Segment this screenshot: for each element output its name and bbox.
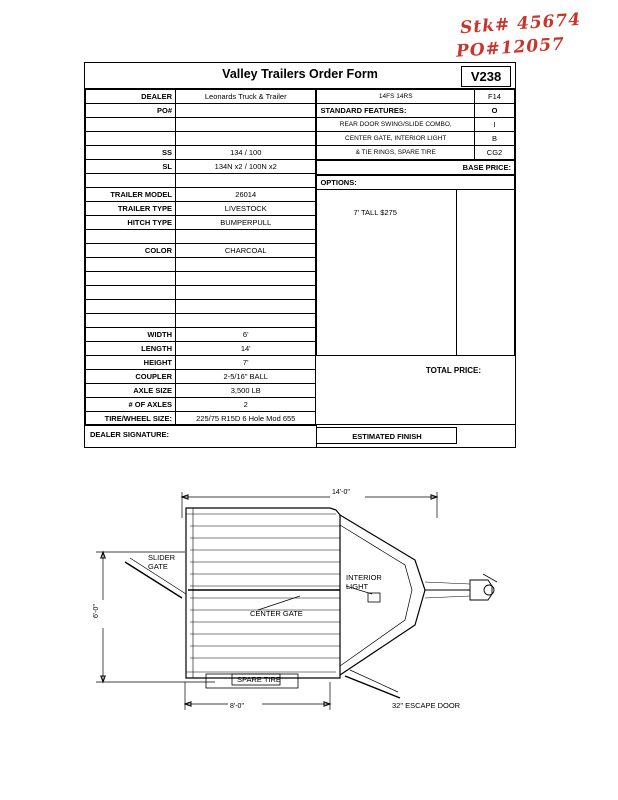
row-value[interactable]: LIVESTOCK <box>176 202 316 216</box>
top-code-left: 14FS 14RS <box>317 90 475 104</box>
table-row <box>86 188 316 202</box>
base-price-label: BASE PRICE: <box>317 161 515 175</box>
form-right-column <box>316 89 515 449</box>
table-row <box>317 104 515 118</box>
row-value[interactable] <box>176 104 316 118</box>
row-label: # OF AXLES <box>86 398 176 412</box>
options-price-column[interactable] <box>456 190 514 355</box>
total-price-label: TOTAL PRICE: <box>425 366 481 375</box>
row-value[interactable]: 3,500 LB <box>176 384 316 398</box>
row-label: TRAILER TYPE <box>86 202 176 216</box>
row-value[interactable]: BUMPERPULL <box>176 216 316 230</box>
table-row <box>86 314 316 328</box>
form-left-column <box>85 89 316 449</box>
row-label: COLOR <box>86 244 176 258</box>
row-label <box>86 118 176 132</box>
center-gate-callout <box>188 590 340 618</box>
spec-table <box>85 89 316 426</box>
dealer-signature-label: DEALER SIGNATURE: <box>90 430 170 439</box>
row-label <box>86 286 176 300</box>
row-value[interactable]: Leonards Truck & Trailer <box>176 90 316 104</box>
feature-code: B <box>475 132 515 146</box>
table-row <box>86 202 316 216</box>
options-entry: 7' TALL $275 <box>353 208 397 217</box>
row-value[interactable]: 134N x2 / 100N x2 <box>176 160 316 174</box>
trailer-drawing-svg <box>0 470 618 760</box>
row-value[interactable]: 26014 <box>176 188 316 202</box>
spare-tire-label: SPARE TIRE <box>237 675 281 684</box>
row-label: TRAILER MODEL <box>86 188 176 202</box>
feature-code: I <box>475 118 515 132</box>
table-row <box>317 132 515 146</box>
table-row <box>317 90 515 104</box>
row-label: HEIGHT <box>86 356 176 370</box>
options-header-table <box>316 175 515 190</box>
row-label <box>86 174 176 188</box>
table-row <box>86 370 316 384</box>
row-value[interactable] <box>176 132 316 146</box>
row-label: AXLE SIZE <box>86 384 176 398</box>
table-row <box>86 356 316 370</box>
table-row <box>86 328 316 342</box>
table-row <box>86 286 316 300</box>
feature-text: & TIE RINGS, SPARE TIRE <box>317 146 475 160</box>
width-dimension <box>185 682 330 710</box>
row-value[interactable] <box>176 258 316 272</box>
row-label: PO# <box>86 104 176 118</box>
row-value[interactable]: 2-5/16" BALL <box>176 370 316 384</box>
row-value[interactable] <box>176 300 316 314</box>
row-value[interactable] <box>176 118 316 132</box>
row-label <box>86 272 176 286</box>
table-row <box>86 146 316 160</box>
row-label: SS <box>86 146 176 160</box>
row-value[interactable] <box>176 174 316 188</box>
row-value[interactable]: 14' <box>176 342 316 356</box>
standard-features-table <box>316 89 515 160</box>
slider-gate-label-line1: SLIDER <box>148 553 176 562</box>
row-value[interactable]: 2 <box>176 398 316 412</box>
trailer-drawing <box>0 470 618 760</box>
table-row <box>86 258 316 272</box>
interior-light-callout <box>346 573 382 602</box>
table-row <box>317 146 515 160</box>
top-code-right: F14 <box>475 90 515 104</box>
model-badge: V238 <box>461 66 511 87</box>
length-dimension <box>182 489 437 518</box>
row-label <box>86 300 176 314</box>
table-row <box>86 160 316 174</box>
feature-code: CG2 <box>475 146 515 160</box>
table-row <box>317 118 515 132</box>
height-dimension-label: 6'-0" <box>93 604 100 618</box>
table-row <box>86 118 316 132</box>
table-row <box>86 174 316 188</box>
standard-features-header: STANDARD FEATURES: <box>317 104 475 118</box>
form-title-bar <box>85 63 515 89</box>
table-row <box>317 161 515 175</box>
table-row <box>86 300 316 314</box>
escape-door-label: 32" ESCAPE DOOR <box>392 701 461 710</box>
width-dimension-label: 8'-0" <box>230 703 244 710</box>
table-row <box>86 244 316 258</box>
row-label <box>86 230 176 244</box>
table-row <box>86 272 316 286</box>
table-row <box>86 216 316 230</box>
row-label: COUPLER <box>86 370 176 384</box>
interior-light-label-line2: LIGHT <box>346 582 369 591</box>
row-value[interactable]: CHARCOAL <box>176 244 316 258</box>
spare-tire-callout <box>206 674 298 688</box>
estimated-finish-cell <box>316 425 515 447</box>
row-label: SL <box>86 160 176 174</box>
standard-features-header-code: O <box>475 104 515 118</box>
row-value[interactable] <box>176 286 316 300</box>
row-label: HITCH TYPE <box>86 216 176 230</box>
form-columns <box>85 89 515 449</box>
length-dimension-label: 14'-0" <box>332 489 350 496</box>
signature-row <box>85 424 515 447</box>
options-box[interactable] <box>316 190 515 356</box>
hitch-coupler <box>425 574 497 600</box>
height-dimension <box>93 552 215 682</box>
slider-gate-callout <box>125 553 186 598</box>
feature-text: CENTER GATE, INTERIOR LIGHT <box>317 132 475 146</box>
slider-gate-label-line2: GATE <box>148 562 168 571</box>
handwritten-stock-number: Stk# 45674 <box>459 9 582 39</box>
table-row <box>86 342 316 356</box>
page-title: Valley Trailers Order Form <box>222 67 378 81</box>
options-header: OPTIONS: <box>317 176 515 190</box>
row-label: LENGTH <box>86 342 176 356</box>
row-value[interactable] <box>176 230 316 244</box>
feature-text: REAR DOOR SWING/SLIDE COMBO, <box>317 118 475 132</box>
table-row <box>86 384 316 398</box>
row-label <box>86 258 176 272</box>
table-row <box>86 132 316 146</box>
row-label: DEALER <box>86 90 176 104</box>
table-row <box>86 398 316 412</box>
center-gate-label: CENTER GATE <box>250 609 303 618</box>
row-label <box>86 314 176 328</box>
row-label: TIRE/WHEEL SIZE: <box>86 412 176 426</box>
table-row <box>86 104 316 118</box>
row-value[interactable] <box>176 272 316 286</box>
order-form-sheet <box>84 62 516 448</box>
row-value[interactable]: 7' <box>176 356 316 370</box>
row-value[interactable] <box>176 314 316 328</box>
escape-door-callout <box>345 670 461 710</box>
trailer-body <box>186 508 425 678</box>
row-value[interactable]: 134 / 100 <box>176 146 316 160</box>
row-label: WIDTH <box>86 328 176 342</box>
table-row <box>86 90 316 104</box>
base-price-table <box>316 160 515 175</box>
estimated-finish-label: ESTIMATED FINISH <box>317 427 457 444</box>
handwritten-po-number: PO#12057 <box>455 34 566 62</box>
interior-light-label-line1: INTERIOR <box>346 573 382 582</box>
row-value[interactable]: 225/75 R15D 6 Hole Mod 655 <box>176 412 316 426</box>
row-label <box>86 132 176 146</box>
row-value[interactable]: 6' <box>176 328 316 342</box>
table-row <box>86 230 316 244</box>
table-row <box>317 176 515 190</box>
